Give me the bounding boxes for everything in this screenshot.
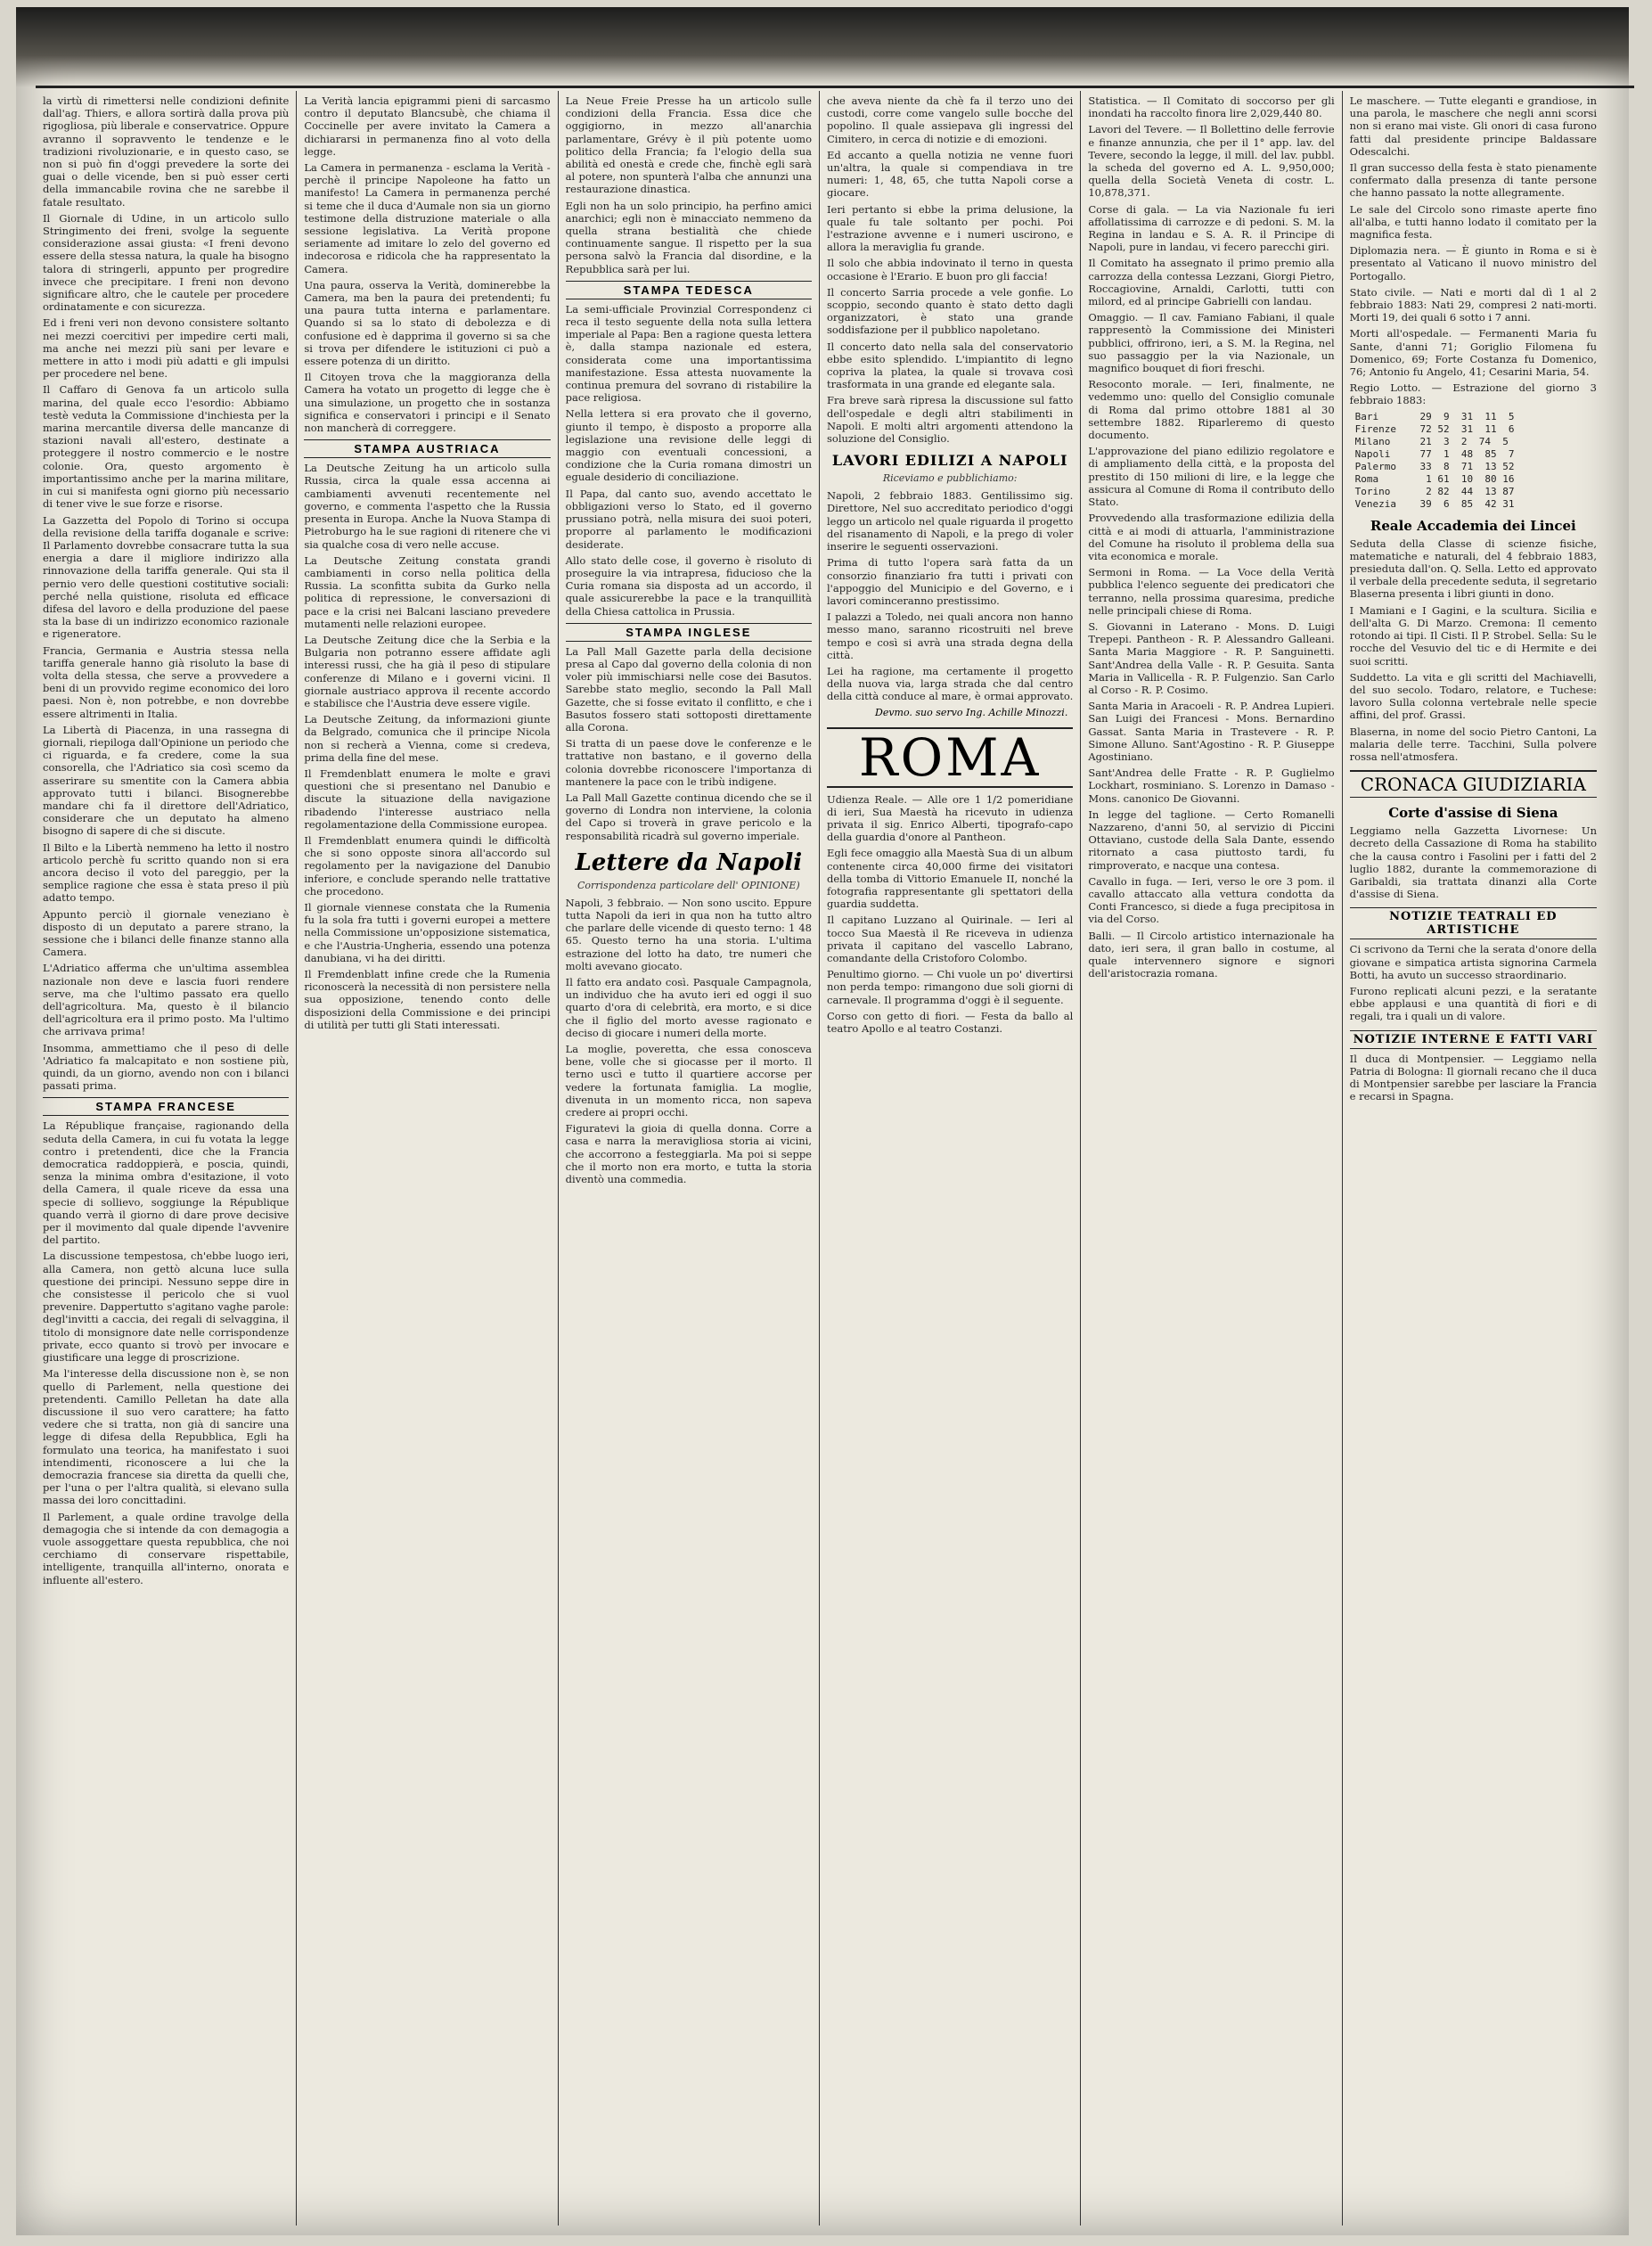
article-paragraph: L'Adriatico afferma che un'ultima assemblea nazionale non deve e lascia fuori rendere serve, ma che l'ultimo passato era quello dell'agricoltura. Ma, questo è il bilancio dell'agricoltura era il primo posto. Ma l'ultimo che arrivava prima! — [43, 962, 290, 1038]
article-paragraph: Il giornale viennese constata che la Rumenia fu la sola fra tutti i governi europei a mettere nella Commissione un'opposizione sistematica, e che l'Austria-Ungheria, essendo una potenza danubiana, vi ha dei diritti. — [304, 900, 551, 964]
article-paragraph: Il concerto Sarria procede a vele gonfie. Lo scoppio, secondo quanto è stato detto dagli organizzatori, è stato una grande soddisfazione per il pubblico napoletano. — [827, 285, 1074, 337]
article-paragraph: Statistica. — Il Comitato di soccorso per gli inondati ha raccolto finora lire 2,029,440 80. — [1088, 94, 1335, 120]
article-paragraph: I palazzi a Toledo, nei quali ancora non hanno messo mano, saranno ricostruiti nel breve tempo e così si avrà una strada degna della città. — [827, 611, 1074, 661]
column-6 — [1343, 91, 1604, 2226]
article-paragraph: Appunto perciò il giornale veneziano è disposto di un deputato a parere strano, la sessione che i bilanci delle finanze stanno alla Camera. — [43, 907, 290, 959]
scan-top-edge — [16, 7, 1629, 87]
article-paragraph: Suddetto. La vita e gli scritti del Machiavelli, del suo secolo. Todaro, relatore, e Tuchese: lavoro Sulla colonna vertebrale nelle specie affini, del prof. Grassi. — [1349, 670, 1597, 722]
article-paragraph: La République française, ragionando della seduta della Camera, in cui fu votata la legge contro i pretendenti, dice che la Francia democratica raddoppierà, e poscia, quindi, senza la minima ombra d'esitazione, il voto della Camera, il quale riceve da essa una specie di sollievo, soggiunge la République quando verrà il giorno di dare prove decisive per il movimento dal quale dipende l'avvenire del partito. — [43, 1119, 290, 1247]
article-paragraph: La Gazzetta del Popolo di Torino si occupa della revisione della tariffa doganale e scrive: Il Parlamento dovrebbe consacrare tutta la sua energia a dare il migliore indirizzo alla rinnovazione della tariffa generale. Qui sta il pernio vero delle questioni costitutive sociali: perché nella quistione, risoluta ed efficace difesa del lavoro e della produzione del paese sta la base di un indirizzo economico razionale e rigeneratore. — [43, 513, 290, 641]
article-paragraph: La Deutsche Zeitung ha un articolo sulla Russia, circa la quale essa accenna ai cambiamenti avvenuti recentemente nel governo, e commenta l'aspetto che la Russia presenta in Europa. Anche la Nuova Stampa di Pietroburgo ha le sue ragioni di ritenere che vi sia qualche cosa di vero nelle accuse. — [304, 462, 551, 551]
article-paragraph: Il Giornale di Udine, in un articolo sullo Stringimento dei freni, svolge la seguente considerazione assai giusta: «I freni devono essere della stessa natura, la quale ha bisogno talora di stringerli, appunto per progredire invece che precipitare. I freni non devono significare altro, che le cautele per procedere ordinatamente e con sicurezza. — [43, 211, 290, 314]
article-paragraph: In legge del taglione. — Certo Romanelli Nazzareno, d'anni 50, al servizio di Piccini Ottaviano, custode della Sala Dante, essendo ritornato a casa piuttosto tardi, fu rimproverato, e nacque una contesa. — [1088, 807, 1335, 872]
article-paragraph: Santa Maria in Aracoeli - R. P. Andrea Lupieri. San Luigi dei Francesi - Mons. Bernardino Gassat. Santa Maria in Trastevere - R. P. Simone Alluno. Sant'Agostino - R. P. Giuseppe Agostiniano. — [1088, 700, 1335, 763]
lottery-row: Torino 2 82 44 13 87 — [1354, 485, 1515, 497]
lottery-row: Napoli 77 1 48 85 7 — [1354, 447, 1515, 460]
article-paragraph: Ed accanto a quella notizia ne venne fuori un'altra, la quale si compendiava in tre numeri: 1, 48, 65, che tutta Napoli corse a giocare. — [827, 148, 1074, 200]
article-paragraph: Il capitano Luzzano al Quirinale. — Ieri al tocco Sua Maestà il Re riceveva in udienza privata il capitano del vascello Labrano, comandante della Cristoforo Colombo. — [827, 914, 1074, 964]
subheading: Corrispondenza particolare dell' OPINIONE) — [577, 879, 800, 891]
article-paragraph: Resoconto morale. — Ieri, finalmente, ne vedemmo uno: quello del Consiglio comunale di Roma dal primo ottobre 1881 al 30 settembre 1882. Riparleremo di questo documento. — [1088, 378, 1335, 442]
article-paragraph: Il Parlement, a quale ordine travolge della demagogia che si intende da con demagogia a vuole assoggettare questa repubblica, che noi cerchiamo di conservare rispettabile, intelligente, tranquilla all'interno, onorata e influente all'estero. — [43, 1510, 290, 1586]
article-paragraph: La Verità lancia epigrammi pieni di sarcasmo contro il deputato Blancsubè, che chiama il Coccinelle per avere invitato la Camera a dichiararsi in permanenza fino al voto della legge. — [304, 94, 551, 158]
article-paragraph: Il Papa, dal canto suo, avendo accettato le obbligazioni verso lo Stato, ed il governo prussiano potrà, nella misura dei suoi poteri, proporre al parlamento le modificazioni desiderate. — [565, 487, 812, 551]
article-paragraph: Figuratevi la gioia di quella donna. Corre a casa e narra la meravigliosa storia ai vicini, che accorrono a festeggiarla. Ma poi si seppe che il morto non era morto, e tutta la storia diventò una commedia. — [565, 1122, 812, 1186]
article-paragraph: Insomma, ammettiamo che il peso di delle 'Adriatico fa malcapitato e non sostiene più, quindi, da un giorno, avendo non con i bilanci passati prima. — [43, 1041, 290, 1093]
article-paragraph: La moglie, poveretta, che essa conosceva bene, volle che si giocasse per il morto. Il terno uscì e tutto il quartiere accorse per vedere la fortunata famiglia. La moglie, divenuta in un momento ricca, non sapeva credere ai propri occhi. — [565, 1043, 812, 1119]
article-paragraph: Napoli, 3 febbraio. — Non sono uscito. Eppure tutta Napoli da ieri in qua non ha tutto altro che parlare delle vicende di questo terno: 1 48 65. Questo terno ha una storia. L'ultima estrazione del lotto ha dato, tre numeri che molti avevano giocato. — [565, 896, 812, 972]
article-paragraph: Il Citoyen trova che la maggioranza della Camera ha votato un progetto di legge che è una simulazione, un progetto che in sostanza significa e conservatori i principi e il Senato non mancherà di correggere. — [304, 371, 551, 435]
article-paragraph: Diplomazia nera. — È giunto in Roma e si è presentato al Vaticano il nuovo ministro del Portogallo. — [1349, 244, 1597, 283]
article-paragraph: Le sale del Circolo sono rimaste aperte fino all'alba, e tutti hanno lodato il comitato per la magnifica festa. — [1349, 202, 1597, 242]
article-paragraph: Lei ha ragione, ma certamente il progetto della nuova via, larga strada che dal centro della città conduce al mare, è ormai approvato. — [827, 664, 1074, 703]
article-paragraph: Stato civile. — Nati e morti dal dì 1 al 2 febbraio 1883: Nati 29, compresi 2 nati-morti. Morti 19, dei quali 6 sotto i 7 anni. — [1349, 285, 1597, 324]
lottery-row: Firenze 72 52 31 11 6 — [1354, 422, 1515, 435]
article-paragraph: Ma l'interesse della discussione non è, se non quello di Parlement, nella questione dei pretendenti. Camillo Pelletan ha date alla discussione il suo vero carattere; ha fatto vedere che si tratta, non già di sancire una legge di difesa della Repubblica, Egli ha formulato una teorica, ha manifestato i suoi intendimenti, riconoscere a lui che la democrazia francese sia diretta da quelli che, per l'una o per l'altra qualità, si elevano sulla massa dei loro concittadini. — [43, 1367, 290, 1507]
article-paragraph: Egli fece omaggio alla Maestà Sua di un album contenente circa 40,000 firme dei visitatori della tomba di Vittorio Emanuele II, nonché la fotografia rappresentante gli spettatori della guardia suddetta. — [827, 847, 1074, 911]
headline-roma: ROMA — [827, 727, 1073, 788]
headline-accad: Reale Accademia dei Lincei — [1370, 517, 1576, 534]
article-paragraph: Il Bilto e la Libertà nemmeno ha letto il nostro articolo perchè fu scritto quando non si era ancora deciso il voto del pareggio, per la semplice ragione che essa è stata preso il più adatto tempo. — [43, 840, 290, 905]
article-paragraph: Fra breve sarà ripresa la discussione sul fatto dell'ospedale e degli altri stabilimenti in Napoli. E molti altri argomenti attendono la soluzione del Consiglio. — [827, 394, 1074, 446]
headline-corte: Corte d'assise di Siena — [1388, 805, 1558, 822]
article-paragraph: Udienza Reale. — Alle ore 1 1/2 pomeridiane di ieri, Sua Maestà ha ricevuto in udienza privata il sig. Enrico Alberti, tipografo-capo della guardia d'onore al Pantheon. — [827, 792, 1074, 844]
article-paragraph: La Pall Mall Gazette continua dicendo che se il governo di Londra non interviene, la colonia del Capo si troverà in grave pericolo e la responsabilità ricadrà sul governo imperiale. — [565, 791, 812, 842]
lottery-table — [1355, 411, 1597, 511]
article-paragraph: Seduta della Classe di scienze fisiche, matematiche e naturali, del 4 febbraio 1883, presieduta dall'on. Q. Sella. Letto ed approvato il verbale della precedente seduta, il segretario Blaserna presenta i libri giunti in dono. — [1349, 537, 1597, 601]
article-paragraph: Il gran successo della festa è stato pienamente confermato dalla presenza di tante persone che hanno passato la notte allegramente. — [1349, 161, 1597, 200]
section-heading: STAMPA FRANCESE — [43, 1097, 289, 1116]
article-paragraph: S. Giovanni in Laterano - Mons. D. Luigi Trepepi. Pantheon - R. P. Alessandro Galleani. Santa Maria Maggiore - R. P. Sanguinetti. Sant'Andrea della Valle - R. P. Gesuita. Santa Maria in Vallicella - R. P. Fulgenzio. San Carlo al Corso - R. P. Cosimo. — [1088, 619, 1335, 696]
article-paragraph: Il fatto era andato così. Pasquale Campagnola, un individuo che ha avuto ieri ed oggi il suo quarto d'ora di celebrità, era morto, e si dice che il figlio del morto avesse ragionato e deciso di giocare i numeri della morte. — [565, 975, 812, 1039]
article-paragraph: Allo stato delle cose, il governo è risoluto di proseguire la via intrapresa, fiducioso che la Curia romana sia disposta ad un accordo, il quale assicurerebbe la pace e la tranquillità della Chiesa cattolica in Prussia. — [565, 553, 812, 618]
article-paragraph: Si tratta di un paese dove le conferenze e le trattative non bastano, e il governo della colonia dovrebbe riconoscere l'importanza di mantenere la pace con le tribù indigene. — [565, 737, 812, 788]
article-paragraph: Provvedendo alla trasformazione edilizia della città e ai modi di attuarla, l'amministrazione del Comune ha risoluto il problema della sua vita economica e morale. — [1088, 512, 1335, 562]
article-paragraph: Egli non ha un solo principio, ha perfino amici anarchici; egli non è minacciato nemmeno da quella strana bestialità che chiede continuamente sangue. Il rispetto per la sua persona salvò la Francia dal disordine, e la Repubblica sarà per lui. — [565, 199, 812, 275]
article-paragraph: Francia, Germania e Austria stessa nella tariffa generale hanno già risoluto la base di volta della stessa, che serve a provvedere a beni di un provvido regime economico dei loro paesi. Non è, non potrebbe, e non dovrebbe essere altrimenti in Italia. — [43, 643, 290, 720]
column-2 — [297, 91, 558, 2226]
subheading: Riceviamo e pubblichiamo: — [882, 472, 1018, 485]
article-paragraph: Il Fremdenblatt enumera quindi le difficoltà che si sono opposte sinora all'accordo sul regolamento per la navigazione del Danubio inferiore, e conclude sperando nelle trattative che procedono. — [304, 833, 551, 898]
section-heading: STAMPA INGLESE — [566, 623, 812, 642]
lottery-row: Milano 21 3 2 74 5 — [1354, 435, 1509, 447]
article-paragraph: Omaggio. — Il cav. Famiano Fabiani, il quale rappresentò la Commissione dei Ministeri pubblici, offrirono, ieri, a S. M. la Regina, nel suo passaggio per la via Nazionale, un magnifico bouquet di fiori freschi. — [1088, 311, 1335, 375]
article-paragraph: Furono replicati alcuni pezzi, e la seratante ebbe applausi e una quantità di fiori e di regali, tra i quali un di valore. — [1349, 984, 1597, 1023]
signature: Devmo. suo servo Ing. Achille Minozzi. — [875, 706, 1068, 718]
article-paragraph: Morti all'ospedale. — Fermanenti Maria fu Sante, d'anni 71; Goriglio Filomena fu Domenico, 69; Forte Costanza fu Domenico, 76; Antonio fu Angelo, 41; Cesarini Maria, 54. — [1349, 327, 1597, 379]
article-paragraph: che aveva niente da chè fa il terzo uno dei custodi, corre come vangelo sulle bocche del popolino. Il quale assiepava gli ingressi del Cimitero, in cerca di notizie e di emozioni. — [827, 94, 1074, 145]
article-paragraph: Il concerto dato nella sala del conservatorio ebbe esito splendido. L'impiantito di legno copriva la platea, la quale si trovava così trasformata in una grande ed elegante sala. — [827, 340, 1074, 391]
section-heading: STAMPA TEDESCA — [566, 281, 812, 299]
article-paragraph: Corso con getto di fiori. — Festa da ballo al teatro Apollo e al teatro Costanzi. — [827, 1009, 1074, 1035]
article-paragraph: Il Fremdenblatt infine crede che la Rumenia riconoscerà la necessità di non persistere nella sua opposizione, tenendo conto delle disposizioni della Commissione e dei principi di utilità per tutti gli Stati interessati. — [304, 968, 551, 1031]
article-paragraph: Blaserna, in nome del socio Pietro Cantoni, La malaria delle terre. Tacchini, Sulla polvere rossa nell'atmosfera. — [1349, 725, 1597, 763]
article-paragraph: Ci scrivono da Terni che la serata d'onore della giovane e simpatica artista signorina Carmela Botti, ha avuto un successo straordinario. — [1349, 943, 1597, 981]
headline-lettere: Lettere da Napoli — [575, 848, 803, 876]
article-paragraph: L'approvazione del piano edilizio regolatore e di ampliamento della città, e la proposta del prestito di 150 milioni di lire, e la legge che assicura al Comune di Roma il contributo dello Stato. — [1088, 445, 1335, 509]
article-paragraph: Leggiamo nella Gazzetta Livornese: Un decreto della Cassazione di Roma ha stabilito che la causa contro i Fasolini per i fatti del 2 luglio 1882, durante la commemorazione di Garibaldi, sia trattata dinanzi alla Corte d'assise di Siena. — [1349, 824, 1597, 901]
article-paragraph: La Pall Mall Gazette parla della decisione presa al Capo dal governo della colonia di non voler più immischiarsi nelle cose dei Basutos. Sarebbe stato meglio, secondo la Pall Mall Gazette, che si fosse evitato il conflitto, e che i Basutos fossero stati sottoposti direttamente alla Corona. — [565, 644, 812, 734]
column-3 — [559, 91, 820, 2226]
article-paragraph: Il duca di Montpensier. — Leggiamo nella Patria di Bologna: Il giornali recano che il duca di Montpensier sarebbe per lasciare la Francia e recarsi in Spagna. — [1349, 1052, 1597, 1103]
article-paragraph: Cavallo in fuga. — Ieri, verso le ore 3 pom. il cavallo attaccato alla vettura condotta da Conti Francesco, si diede a fuga precipitosa in via del Corso. — [1088, 874, 1335, 926]
article-paragraph: I Mamiani e I Gagini, e la scultura. Sicilia e dell'alta G. Di Marzo. Cremona: Il cemento rotondo ai tipi. Il Cisti. Il P. Strobel. Sella: Su le rocche del Vesuvio del tic e di Hermite e dei suoi scritti. — [1349, 603, 1597, 668]
lottery-row: Palermo 33 8 71 13 52 — [1354, 460, 1515, 472]
article-paragraph: Ieri pertanto si ebbe la prima delusione, la quale fu tale soltanto per pochi. Poi l'estrazione avvenne e i numeri uscirono, e allora la meraviglia fu grande. — [827, 202, 1074, 254]
lottery-row: Venezia 39 6 85 42 31 — [1354, 497, 1515, 510]
article-paragraph: Sermoni in Roma. — La Voce della Verità pubblica l'elenco seguente dei predicatori che terranno, nella prossima quaresima, prediche nelle principali chiese di Roma. — [1088, 566, 1335, 617]
article-paragraph: Nella lettera si era provato che il governo, giunto il tempo, è disposto a proporre alla legislazione una revisione delle leggi di maggio con eventuali concessioni, a condizione che la Curia romana dimostri un eguale desiderio di conciliazione. — [565, 407, 812, 484]
article-paragraph: Corse di gala. — La via Nazionale fu ieri affollatissima di carrozze e di pedoni. S. M. la Regina in landau e S. A. R. il Principe di Napoli, pure in landau, vi fecero parecchi giri. — [1088, 202, 1335, 254]
article-paragraph: Le maschere. — Tutte eleganti e grandiose, in una parola, le maschere che negli anni scorsi non si erano mai viste. Gli onori di casa furono fatti dal presidente principe Baldassare Odescalchi. — [1349, 94, 1597, 158]
article-paragraph: Regio Lotto. — Estrazione del giorno 3 febbraio 1883: — [1349, 381, 1597, 407]
article-paragraph: La Deutsche Zeitung constata grandi cambiamenti in corso nella politica della Russia. La sconfitta subita da Gurko nella politica di repressione, le conversazioni di pace e la crisi nei Balcani lasciano prevedere mutamenti nelle relazioni europee. — [304, 553, 551, 630]
article-paragraph: La Deutsche Zeitung, da informazioni giunte da Belgrado, comunica che il principe Nicola non si recherà a Vienna, come si credeva, prima della fine del mese. — [304, 713, 551, 764]
article-paragraph: Il Fremdenblatt enumera le molte e gravi questioni che si presentano nel Danubio e discute la situazione della navigazione ribadendo l'interesse austriaco nella regolamentazione della Commissione europea. — [304, 766, 551, 831]
newspaper-columns — [36, 91, 1604, 2226]
article-paragraph: La Neue Freie Presse ha un articolo sulle condizioni della Francia. Essa dice che oggigiorno, in mezzo all'anarchia parlamentare, Grévy è il più potente uomo politico della Francia; fa l'elogio della sua abilità ed onestà e crede che, finchè egli sarà al potere, non spunterà l'alba che annunzi una restaurazione dinastica. — [565, 94, 812, 196]
section-heading: STAMPA AUSTRIACA — [304, 439, 550, 458]
article-paragraph: Il Comitato ha assegnato il primo premio alla carrozza della contessa Lezzani, Giorgi Pietro, Roccagiovine, Arnaldi, Carlotti, tutti con milord, ed al principe Gabrielli con landau. — [1088, 257, 1335, 308]
column-4 — [820, 91, 1081, 2226]
article-paragraph: Sant'Andrea delle Fratte - R. P. Guglielmo Lockhart, rosminiano. S. Lorenzo in Damaso - Mons. canonico De Giovanni. — [1088, 766, 1335, 805]
column-5 — [1081, 91, 1342, 2226]
article-paragraph: Il solo che abbia indovinato il terno in questa occasione è l'Erario. E buon pro gli faccia! — [827, 257, 1074, 283]
headline-cronaca: CRONACA GIUDIZIARIA — [1350, 770, 1597, 798]
article-paragraph: La Camera in permanenza - esclama la Verità - perchè il principe Napoleone ha fatto un manifesto! La Camera in permanenza perché si teme che il duca d'Aumale non sia un giorno testimone della distruzione materiale o alla sessione legislativa. La Verità propone seriamente ad imitare lo zelo del governo ed indecorosa e ridicola che ha rappresentato la Camera. — [304, 161, 551, 275]
article-paragraph: Prima di tutto l'opera sarà fatta da un consorzio finanziario fra tutti i privati con l'appoggio del Municipio e del Governo, e i lavori cominceranno prestissimo. — [827, 556, 1074, 607]
article-paragraph: Una paura, osserva la Verità, dominerebbe la Camera, ma ben la paura dei pretendenti; fu una paura tutta interna e parlamentare. Quando si sa lo stato di debolezza e di confusione ed è dapprima il governo si sa che si trova per difendere le istituzioni ci può a essere potenza di un diritto. — [304, 278, 551, 368]
article-paragraph: Ed i freni veri non devono consistere soltanto nei mezzi coercitivi per impedire certi mali, ma anche nei mezzi più sani per levare e mettere in atto i modi più adatti e gli impulsi per procedere nel bene. — [43, 316, 290, 381]
article-paragraph: La Libertà di Piacenza, in una rassegna di giornali, riepiloga dall'Opinione un periodo che ci riguarda, e fa credere, come la sua consorella, che l'Adriatico sia così scemo da asserirare su smentite con la Camera abbia approvato tutti i bilanci. Bisognerebbe mandare chi fa il direttore dell'Adriatico, considerare che un deputato ha almeno bisogno di sapere di che si discute. — [43, 723, 290, 838]
top-rule — [36, 86, 1634, 88]
article-paragraph: Balli. — Il Circolo artistico internazionale ha dato, ieri sera, il gran ballo in costume, al quale intervennero signore e signori dell'aristocrazia romana. — [1088, 929, 1335, 980]
lottery-row: Bari 29 9 31 11 5 — [1354, 410, 1515, 422]
article-paragraph: Napoli, 2 febbraio 1883. Gentilissimo sig. Direttore, Nel suo accreditato periodico d'oggi leggo un articolo nel quale riguarda il progetto del risanamento di Napoli, e la prego di voler inserire le seguenti osservazioni. — [827, 489, 1074, 553]
column-1 — [36, 91, 297, 2226]
headline-notizie: NOTIZIE INTERNE E FATTI VARI — [1350, 1030, 1597, 1049]
article-paragraph: Lavori del Tevere. — Il Bollettino delle ferrovie e finanze annunzia, che per il 1° app. lav. del Tevere, secondo la legge, il mill. del lav. pubbl. la scheda del governo ed A. L. 9,950,000; quella della Società Veneta di costr. L. 10,878,371. — [1088, 123, 1335, 200]
headline-notizie: NOTIZIE TEATRALI ED ARTISTICHE — [1350, 907, 1597, 939]
article-paragraph: La discussione tempestosa, ch'ebbe luogo ieri, alla Camera, non gettò alcuna luce sulla questione dei principi. Nessuno seppe dire in che consistesse il pericolo che si vuol prevenire. Dappertutto s'agitano vaghe parole: degl'invitti a caccia, dei regali di selvaggina, il titolo di monsignore date nelle corrispondenze private, ecco quanto si trovò per invocare e giustificare una legge di proscrizione. — [43, 1250, 290, 1365]
article-paragraph: La Deutsche Zeitung dice che la Serbia e la Bulgaria non potranno essere affidate agli interessi russi, che ha già il peso di stipulare conferenze di Milano e i governi vicini. Il giornale austriaco approva il recente accordo e stabilisce che l'Austria deve essere vigile. — [304, 633, 551, 709]
headline-lavori: LAVORI EDILIZI A NAPOLI — [831, 452, 1068, 470]
article-paragraph: La semi-ufficiale Provinzial Correspondenz ci reca il testo seguente della nota sulla lettera imperiale al Papa: Ben a ragione questa lettera è, dalla stampa nazionale ed estera, considerata come una importantissima manifestazione. Essa attesta nuovamente la continua premura del sovrano di ristabilire la pace religiosa. — [565, 302, 812, 405]
lottery-row: Roma 1 61 10 80 16 — [1354, 472, 1515, 485]
article-paragraph: la virtù di rimettersi nelle condizioni definite dall'ag. Thiers, e allora sortirà dalla prova più rigogliosa, più liberale e conservatrice. Oppure avranno il sopravvento le tendenze e le tradizioni rivoluzionarie, e in questo caso, se non si può fin d'oggi prevedere la sorte dei guai o delle vicende, ben si può esser certi della immancabile rovina che ne sarebbe il fatale resultato. — [43, 94, 290, 209]
article-paragraph: Il Caffaro di Genova fa un articolo sulla marina, del quale ecco l'esordio: Abbiamo testè veduta la Commissione d'inchiesta per la marina mercantile diversa delle mancanze di stazioni navali all'estero, destinate a proteggere il nostro commercio e le nostre colonie. Ora, questo argomento è importantissimo anche per la marina militare, in cui si manifesta ogni giorno più necessario di tener vive le sue forze e risorse. — [43, 383, 290, 511]
article-paragraph: Penultimo giorno. — Chi vuole un po' divertirsi non perda tempo: rimangono due soli giorni di carnevale. Il programma d'oggi è il seguente. — [827, 968, 1074, 1006]
